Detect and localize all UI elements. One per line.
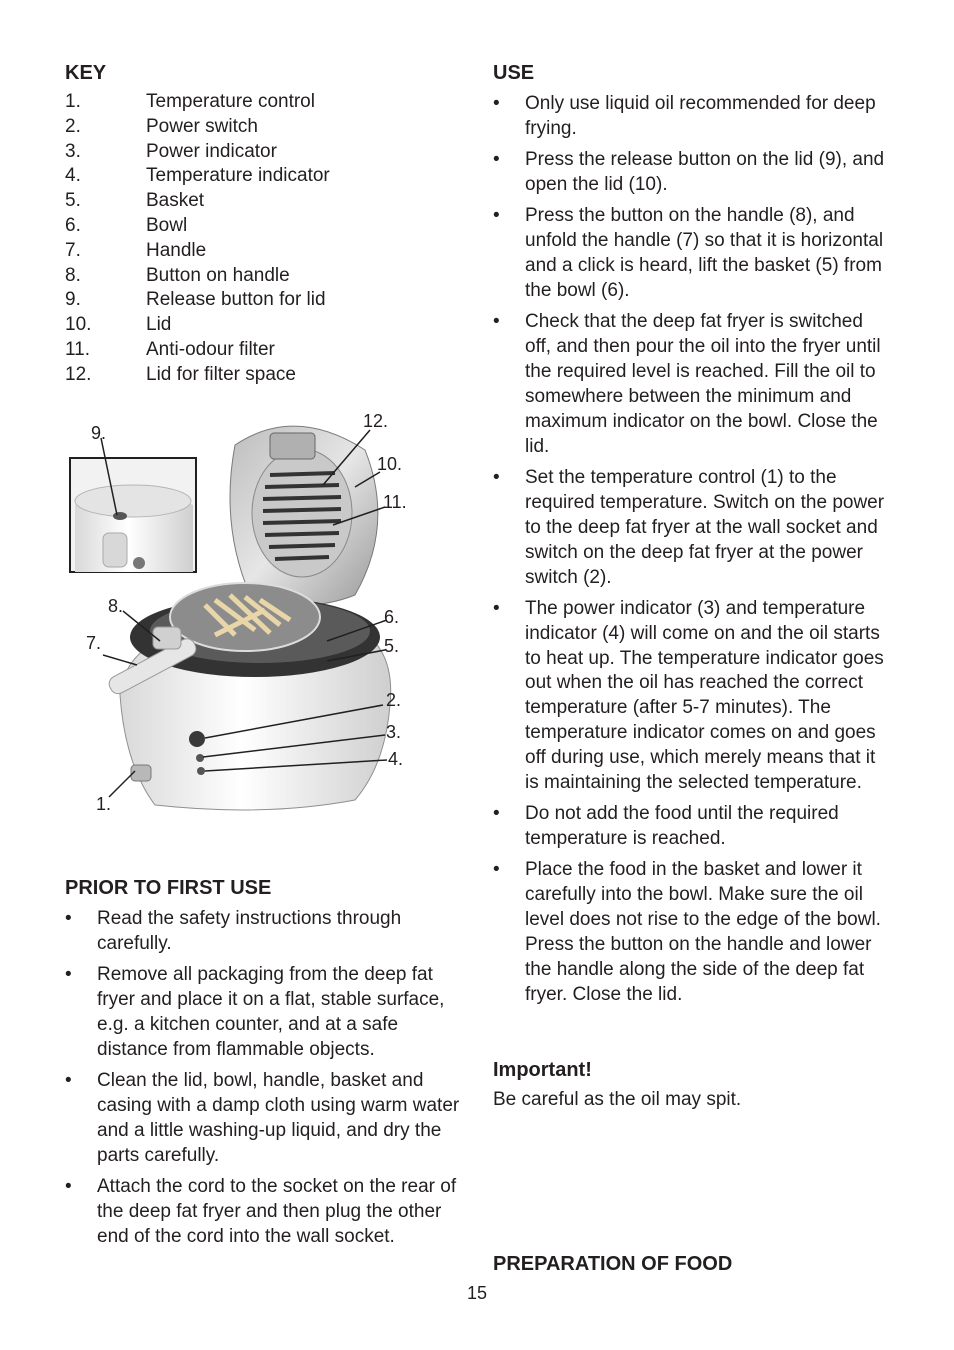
bullet-glyph: • xyxy=(493,859,500,881)
callout-6: 6. xyxy=(384,607,400,627)
fryer-drawing xyxy=(65,405,425,835)
bullet-glyph: • xyxy=(493,311,500,333)
key-item xyxy=(65,288,465,313)
page-number: 15 xyxy=(466,1283,488,1303)
list-item xyxy=(493,92,893,142)
inset-view xyxy=(70,458,196,572)
key-item xyxy=(65,214,465,239)
key-item xyxy=(65,264,465,289)
important-text: Be careful as the oil may spit. xyxy=(493,1089,742,1110)
key-item-label: Button on handle xyxy=(146,264,290,286)
list-item-text: The power indicator (3) and temperature indicator (4) will come on and the oil starts to heat up. The temperature indicator goes out when the oil has reached the correct temperature (after 5-7 minutes). The temperature indicator comes on and goes off during use, which merely means that it is maintaining the selected temperature. xyxy=(525,597,884,794)
key-list xyxy=(65,90,465,388)
list-item-text: Clean the lid, bowl, handle, basket and casing with a damp cloth using warm water and a little washing-up liquid, and dry the parts carefully. xyxy=(97,1070,460,1166)
key-heading: KEY xyxy=(65,62,107,84)
key-item-label: Temperature control xyxy=(146,91,315,112)
callout-9: 9. xyxy=(91,423,107,443)
bullet-glyph: • xyxy=(493,93,500,114)
key-item-number: 10. xyxy=(65,314,92,336)
list-item-text: Attach the cord to the socket on the rear of the deep fat fryer and then plug the other end of the cord into the wall socket. xyxy=(97,1175,457,1247)
list-item xyxy=(65,907,465,957)
list-item-text: Do not add the food until the required temperature is reached. xyxy=(525,803,839,850)
key-item-number: 12. xyxy=(65,363,92,385)
key-item xyxy=(65,338,465,363)
list-item xyxy=(493,148,893,198)
list-item-text: Read the safety instructions through carefully. xyxy=(97,908,402,954)
important-section xyxy=(493,1055,893,1113)
key-item xyxy=(65,189,465,214)
use-list xyxy=(493,92,893,1008)
list-item xyxy=(493,597,893,796)
fryer-body xyxy=(106,583,390,810)
key-item-label: Power switch xyxy=(146,115,258,137)
list-item-text: Press the button on the handle (8), and unfold the handle (7) so that it is horizontal and a click is heard, lift the basket (5) from the bowl (6). xyxy=(525,205,884,301)
list-item xyxy=(65,1069,465,1169)
key-item-label: Anti-odour filter xyxy=(146,338,275,360)
callout-7: 7. xyxy=(86,633,102,653)
key-item-label: Basket xyxy=(146,190,205,212)
key-item-label: Temperature indicator xyxy=(146,165,330,187)
list-item-text: Set the temperature control (1) to the required temperature. Switch on the power to the deep fat fryer at the wall socket and switch on the deep fat fryer at the power switch (2). xyxy=(525,466,885,588)
list-item xyxy=(65,1175,465,1250)
key-item xyxy=(65,239,465,264)
bullet-glyph: • xyxy=(493,205,500,227)
preparation-section xyxy=(493,1249,732,1279)
key-item-number: 9. xyxy=(65,289,81,311)
callout-1: 1. xyxy=(96,794,112,814)
key-item-label: Bowl xyxy=(146,214,188,236)
bullet-glyph: • xyxy=(65,1175,72,1197)
key-item xyxy=(65,363,465,388)
key-item-number: 2. xyxy=(65,115,81,137)
key-item-number: 6. xyxy=(65,214,81,236)
callout-8: 8. xyxy=(108,596,124,616)
key-item xyxy=(65,164,465,189)
bullet-glyph: • xyxy=(65,964,72,986)
bullet-glyph: • xyxy=(493,466,500,488)
callout-4: 4. xyxy=(388,749,404,769)
list-item-text: Remove all packaging from the deep fat fryer and place it on a flat, stable surface, e.g. a kitchen counter, and at a safe distance from flammable objects. xyxy=(97,964,445,1060)
key-item-number: 5. xyxy=(65,190,81,212)
key-item-number: 7. xyxy=(65,239,81,261)
list-item-text: Place the food in the basket and lower it carefully into the bowl. Make sure the oil level does not rise to the edge of the bowl. Press the button on the handle and lower the handle along the side of the deep fat fryer. Close the lid. xyxy=(525,859,881,1005)
callout-2: 2. xyxy=(386,690,402,710)
key-item-number: 11. xyxy=(65,338,91,360)
list-item xyxy=(493,858,893,1007)
key-item-number: 4. xyxy=(65,165,81,187)
list-item xyxy=(65,963,465,1063)
key-item-label: Lid for filter space xyxy=(146,363,296,385)
callout-3: 3. xyxy=(386,722,402,742)
prior-list xyxy=(65,907,465,1250)
key-item-label: Lid xyxy=(146,314,172,336)
bullet-glyph: • xyxy=(493,597,500,619)
prior-to-first-use-section xyxy=(65,873,465,1256)
key-item-label: Handle xyxy=(146,239,207,261)
key-item xyxy=(65,313,465,338)
preparation-heading: PREPARATION OF FOOD xyxy=(493,1253,733,1275)
key-item-number: 1. xyxy=(65,91,81,112)
key-item-label: Power indicator xyxy=(146,140,277,162)
bullet-glyph: • xyxy=(493,149,500,171)
open-lid xyxy=(230,426,378,605)
list-item-text: Only use liquid oil recommended for deep frying. xyxy=(525,93,876,139)
callout-5: 5. xyxy=(384,636,400,656)
bullet-glyph: • xyxy=(65,1070,72,1092)
list-item xyxy=(493,466,893,591)
key-item xyxy=(65,140,465,165)
callout-12: 12. xyxy=(363,411,389,431)
callout-11: 11. xyxy=(383,492,407,512)
key-item-label: Release button for lid xyxy=(146,289,326,311)
key-item xyxy=(65,115,465,140)
key-item-number: 8. xyxy=(65,264,81,286)
important-heading: Important! xyxy=(493,1059,592,1081)
bullet-glyph: • xyxy=(65,908,72,929)
use-heading: USE xyxy=(493,62,535,84)
use-section xyxy=(493,58,893,1014)
list-item xyxy=(493,802,893,852)
key-section xyxy=(65,58,465,388)
list-item-text: Press the release button on the lid (9), and open the lid (10). xyxy=(525,149,885,196)
fryer-illustration xyxy=(65,405,425,835)
prior-heading: PRIOR TO FIRST USE xyxy=(65,877,272,899)
key-item xyxy=(65,90,465,115)
bullet-glyph: • xyxy=(493,803,500,825)
key-item-number: 3. xyxy=(65,140,81,162)
list-item xyxy=(493,204,893,304)
list-item xyxy=(493,310,893,459)
callout-10: 10. xyxy=(377,454,403,474)
list-item-text: Check that the deep fat fryer is switched off, and then pour the oil into the fryer until the required level is reached. Fill the oil to somewhere between the minimum and maximum indicator on the bowl. Close the lid. xyxy=(525,311,881,457)
